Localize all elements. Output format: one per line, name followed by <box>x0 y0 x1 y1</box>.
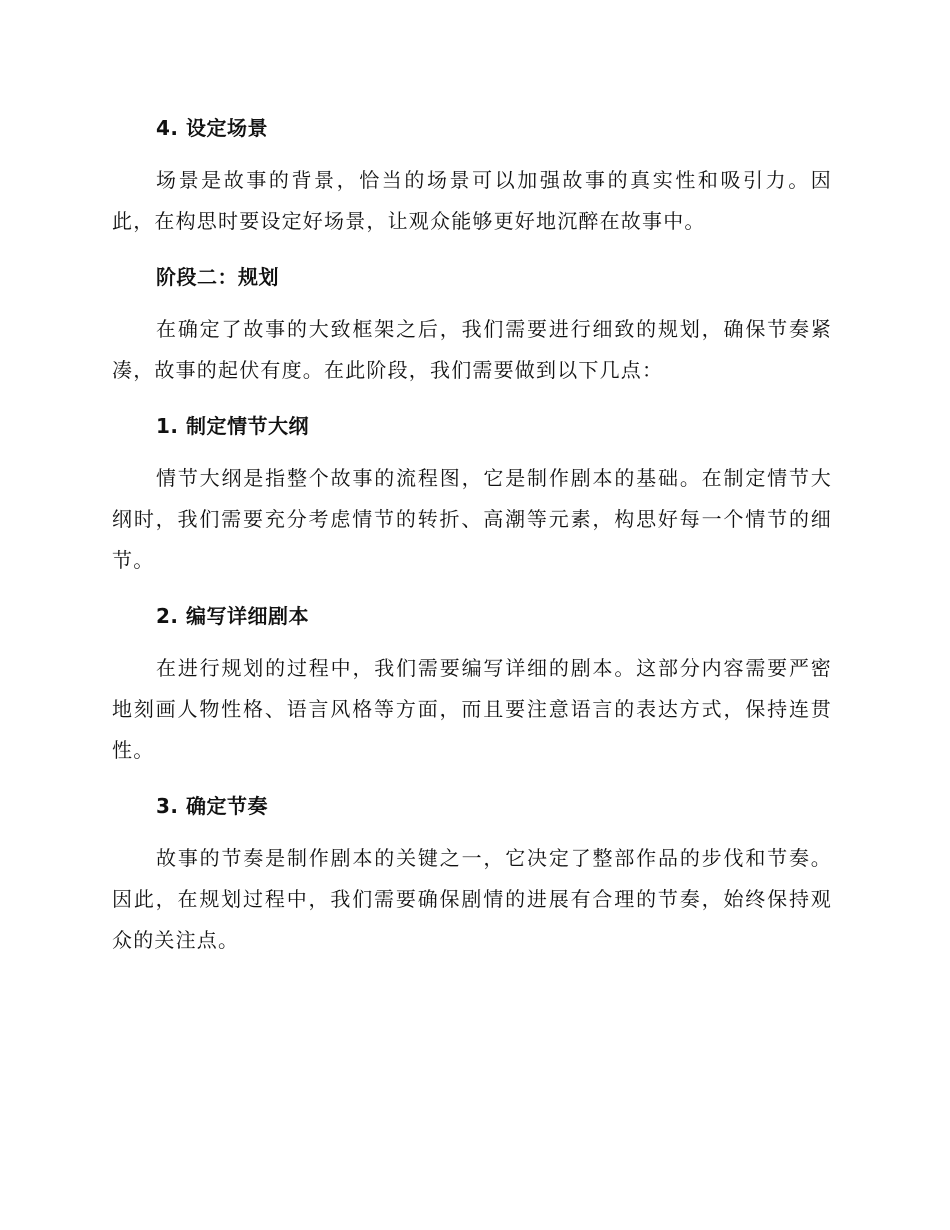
section-heading-set-scene: 4. 设定场景 <box>156 116 268 140</box>
section-paragraph-stage-two-planning: 在确定了故事的大致框架之后，我们需要进行细致的规划，确保节奏紧凑，故事的起伏有度。在此阶段，我们需要做到以下几点： <box>112 317 832 382</box>
section-heading-determine-rhythm: 3. 确定节奏 <box>156 794 268 818</box>
section-heading-stage-two-planning: 阶段二：规划 <box>156 265 279 289</box>
section-heading-detailed-script: 2. 编写详细剧本 <box>156 604 309 628</box>
section-paragraph-set-scene: 场景是故事的背景，恰当的场景可以加强故事的真实性和吸引力。因此，在构思时要设定好场景，让观众能够更好地沉醉在故事中。 <box>112 168 832 233</box>
section-paragraph-plot-outline: 情节大纲是指整个故事的流程图，它是制作剧本的基础。在制定情节大纲时，我们需要充分考虑情节的转折、高潮等元素，构思好每一个情节的细节。 <box>112 466 832 572</box>
section-paragraph-determine-rhythm: 故事的节奏是制作剧本的关键之一，它决定了整部作品的步伐和节奏。因此，在规划过程中，我们需要确保剧情的进展有合理的节奏，始终保持观众的关注点。 <box>112 846 832 952</box>
section-paragraph-detailed-script: 在进行规划的过程中，我们需要编写详细的剧本。这部分内容需要严密地刻画人物性格、语言风格等方面，而且要注意语言的表达方式，保持连贯性。 <box>112 656 832 762</box>
document-body <box>112 108 832 976</box>
section-heading-plot-outline: 1. 制定情节大纲 <box>156 414 309 438</box>
